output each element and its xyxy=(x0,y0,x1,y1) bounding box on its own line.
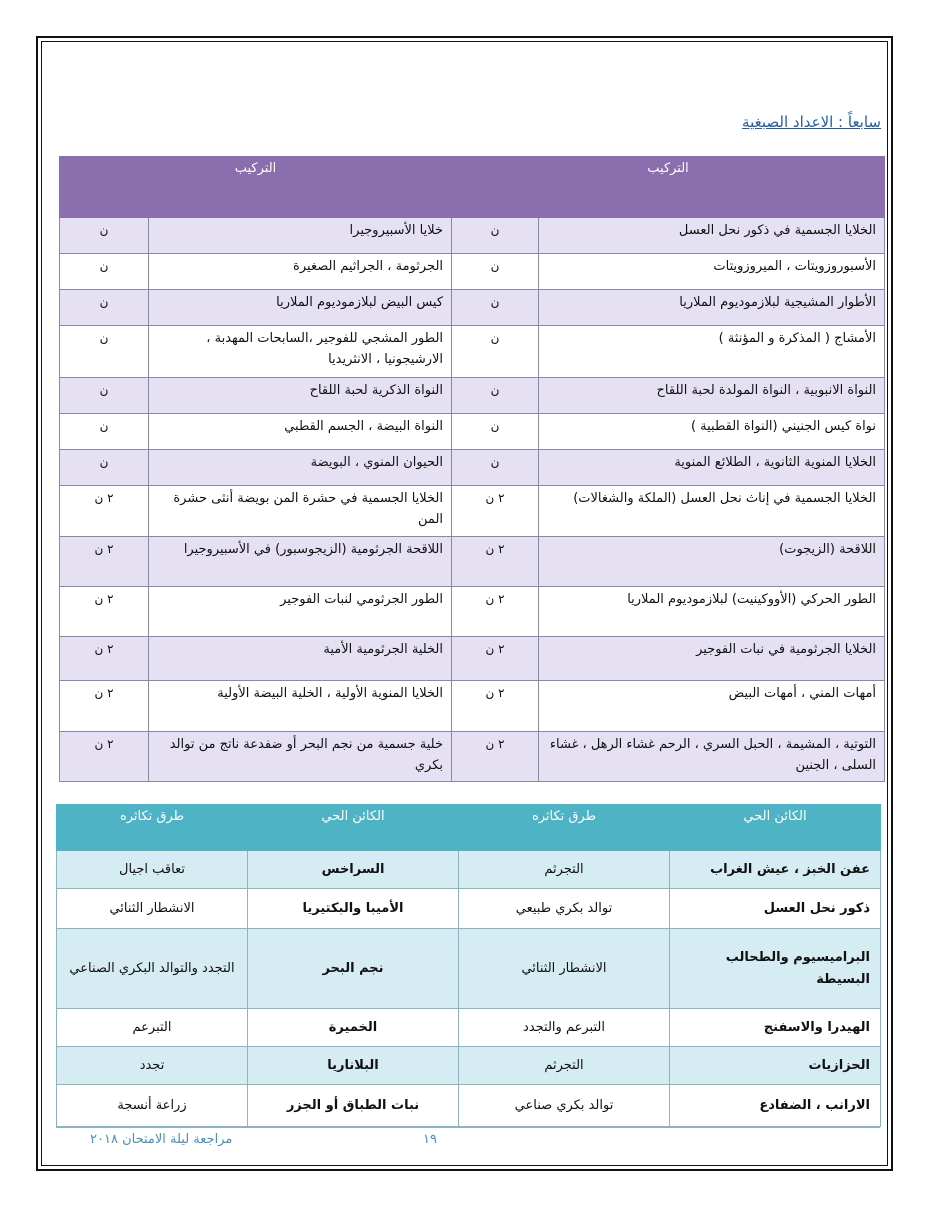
table-row xyxy=(60,254,885,290)
ploidy-cell: ٢ ن xyxy=(60,732,149,782)
method-cell: توالد بكري طبيعي xyxy=(459,889,670,929)
table-row xyxy=(60,450,885,486)
organism-cell: الأميبا والبكتيريا xyxy=(248,889,459,929)
structure-cell: الخلايا الجسمية في إناث نحل العسل (الملكة والشغالات) xyxy=(539,486,885,537)
table-row xyxy=(60,732,885,782)
structure-cell: الخلايا المنوية الثانوية ، الطلائع المنوية xyxy=(539,450,885,486)
table-row xyxy=(57,851,881,889)
table-row xyxy=(60,486,885,537)
column-header-organism: الكائن الحي xyxy=(248,805,459,851)
method-cell: التجرثم xyxy=(459,851,670,889)
structure-cell: النواة الذكرية لحبة اللقاح xyxy=(149,378,452,414)
ploidy-cell: ن xyxy=(60,290,149,326)
page-number: ١٩ xyxy=(423,1132,437,1147)
structure-cell: اللاقحة (الزيجوت) xyxy=(539,537,885,587)
table-row xyxy=(60,414,885,450)
footer-title: مراجعة ليلة الامتحان ٢٠١٨ xyxy=(90,1132,233,1147)
structure-cell: التوتية ، المشيمة ، الحبل السري ، الرحم غشاء الرهل ، غشاء السلى ، الجنين xyxy=(539,732,885,782)
table-row xyxy=(60,218,885,254)
structure-cell: اللاقحة الجرثومية (الزيجوسبور) في الأسبيروجيرا xyxy=(149,537,452,587)
section-title: سابعاً : الاعداد الصبغية xyxy=(742,113,881,131)
structure-cell: النواة الانبوبية ، النواة المولدة لحبة اللقاح xyxy=(539,378,885,414)
ploidy-cell: ٢ ن xyxy=(60,587,149,637)
structure-cell: النواة البيضة ، الجسم القطبي xyxy=(149,414,452,450)
table-row xyxy=(60,326,885,378)
column-header-organism: الكائن الحي xyxy=(670,805,881,851)
column-header-method: طرق تكاثره xyxy=(459,805,670,851)
chromosome-number-table xyxy=(59,156,885,782)
ploidy-cell: ن xyxy=(60,378,149,414)
column-header-method: طرق تكاثره xyxy=(57,805,248,851)
table-row xyxy=(60,587,885,637)
organism-cell: ذكور نحل العسل xyxy=(670,889,881,929)
ploidy-cell: ٢ ن xyxy=(452,587,539,637)
ploidy-cell: ن xyxy=(452,414,539,450)
ploidy-cell: ن xyxy=(452,378,539,414)
organism-cell: الخميرة xyxy=(248,1009,459,1047)
ploidy-cell: ٢ ن xyxy=(452,537,539,587)
structure-cell: خلايا الأسبيروجيرا xyxy=(149,218,452,254)
structure-cell: الخلايا المنوية الأولية ، الخلية البيضة الأولية xyxy=(149,681,452,732)
structure-cell: الخلايا الجرثومية في نبات الفوجير xyxy=(539,637,885,681)
ploidy-cell: ٢ ن xyxy=(60,681,149,732)
table-header-row xyxy=(60,157,885,218)
method-cell: التبرعم والتجدد xyxy=(459,1009,670,1047)
ploidy-cell: ن xyxy=(60,254,149,290)
ploidy-cell: ن xyxy=(60,326,149,378)
reproduction-methods-table xyxy=(56,804,881,1127)
organism-cell: نبات الطباق أو الجزر xyxy=(248,1085,459,1127)
ploidy-cell: ٢ ن xyxy=(452,486,539,537)
ploidy-cell: ٢ ن xyxy=(60,486,149,537)
structure-cell: الأسبوروزويتات ، الميروزويتات xyxy=(539,254,885,290)
method-cell: التجرثم xyxy=(459,1047,670,1085)
structure-cell: كيس البيض لبلازموديوم الملاريا xyxy=(149,290,452,326)
method-cell: الانشطار الثنائي xyxy=(57,889,248,929)
ploidy-cell: ن xyxy=(452,254,539,290)
table-row xyxy=(57,889,881,929)
ploidy-cell: ن xyxy=(452,450,539,486)
table-header-row xyxy=(57,805,881,851)
table-row xyxy=(60,290,885,326)
ploidy-cell: ن xyxy=(60,450,149,486)
structure-cell: الأمشاج ( المذكرة و المؤنثة ) xyxy=(539,326,885,378)
ploidy-cell: ٢ ن xyxy=(60,637,149,681)
table-row xyxy=(60,378,885,414)
structure-cell: الخلايا الجسمية في ذكور نحل العسل xyxy=(539,218,885,254)
structure-cell: الطور المشجي للفوجير ،السابحات المهدبة ، الارشيجونيا ، الانثريديا xyxy=(149,326,452,378)
column-header-structure-left: التركيب xyxy=(60,157,452,218)
structure-cell: خلية جسمية من نجم البحر أو ضفدعة ناتج من توالد بكري xyxy=(149,732,452,782)
ploidy-cell: ن xyxy=(452,218,539,254)
footer-divider xyxy=(56,1127,880,1128)
structure-cell: الخلايا الجسمية في حشرة المن بويضة أنثى حشرة المن xyxy=(149,486,452,537)
method-cell: التبرعم xyxy=(57,1009,248,1047)
method-cell: تعاقب اجيال xyxy=(57,851,248,889)
column-header-structure-right: التركيب xyxy=(452,157,885,218)
structure-cell: أمهات المني ، أمهات البيض xyxy=(539,681,885,732)
ploidy-cell: ٢ ن xyxy=(452,637,539,681)
organism-cell: الهيدرا والاسفنج xyxy=(670,1009,881,1047)
structure-cell: الخلية الجرثومية الأمية xyxy=(149,637,452,681)
method-cell: زراعة أنسجة xyxy=(57,1085,248,1127)
organism-cell: نجم البحر xyxy=(248,929,459,1009)
structure-cell: نواة كيس الجنيني (النواة القطبية ) xyxy=(539,414,885,450)
table-row xyxy=(57,1047,881,1085)
method-cell: توالد بكري صناعي xyxy=(459,1085,670,1127)
structure-cell: الحيوان المنوي ، البويضة xyxy=(149,450,452,486)
ploidy-cell: ٢ ن xyxy=(452,732,539,782)
method-cell: الانشطار الثنائي xyxy=(459,929,670,1009)
organism-cell: الحزازيات xyxy=(670,1047,881,1085)
organism-cell: الارانب ، الضفادع xyxy=(670,1085,881,1127)
organism-cell: عفن الخبز ، عيش الغراب xyxy=(670,851,881,889)
table-row xyxy=(60,637,885,681)
structure-cell: الأطوار المشيجية لبلازموديوم الملاريا xyxy=(539,290,885,326)
ploidy-cell: ٢ ن xyxy=(60,537,149,587)
table-row xyxy=(60,681,885,732)
organism-cell: البراميسيوم والطحالب البسيطة xyxy=(670,929,881,1009)
structure-cell: الجرثومة ، الجراثيم الصغيرة xyxy=(149,254,452,290)
table-row xyxy=(60,537,885,587)
method-cell: تجدد xyxy=(57,1047,248,1085)
table-row xyxy=(57,1085,881,1127)
table-row xyxy=(57,1009,881,1047)
method-cell: التجدد والتوالد البكري الصناعي xyxy=(57,929,248,1009)
organism-cell: السراخس xyxy=(248,851,459,889)
ploidy-cell: ن xyxy=(60,218,149,254)
ploidy-cell: ن xyxy=(60,414,149,450)
structure-cell: الطور الحركي (الأووكينيت) لبلازموديوم الملاريا xyxy=(539,587,885,637)
structure-cell: الطور الجرثومي لنبات الفوجير xyxy=(149,587,452,637)
ploidy-cell: ٢ ن xyxy=(452,681,539,732)
ploidy-cell: ن xyxy=(452,326,539,378)
ploidy-cell: ن xyxy=(452,290,539,326)
table-row xyxy=(57,929,881,1009)
organism-cell: البلاناريا xyxy=(248,1047,459,1085)
